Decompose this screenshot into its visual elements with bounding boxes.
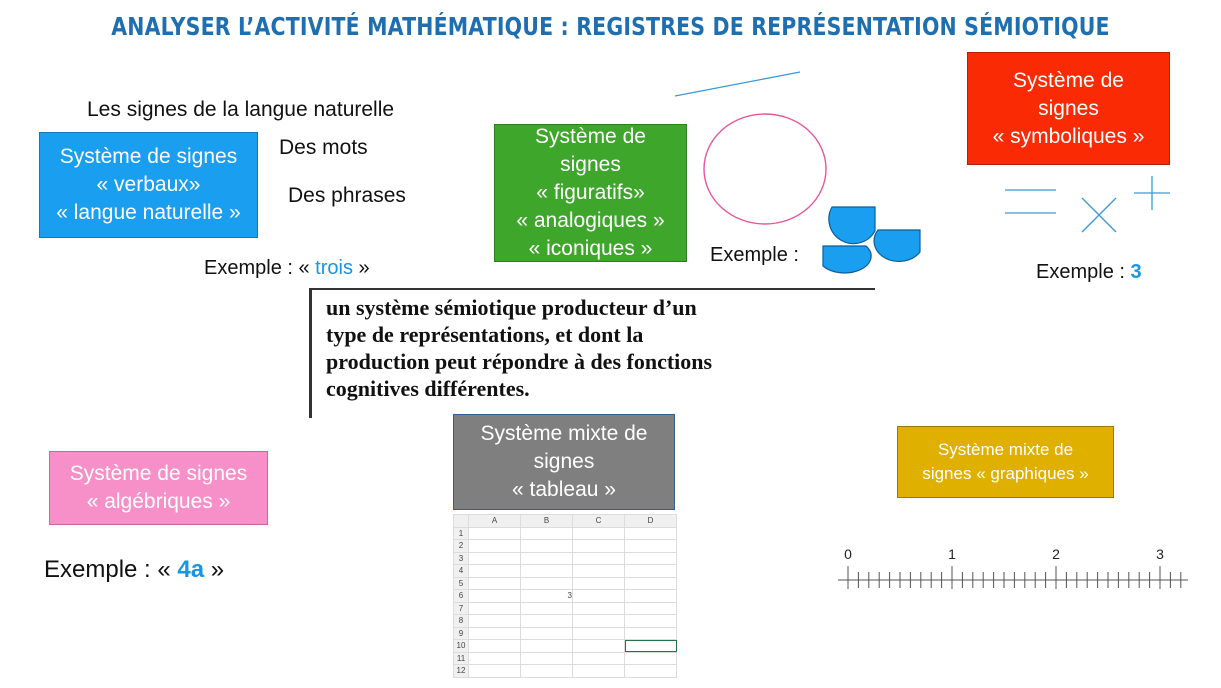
drop-shape	[829, 207, 875, 244]
sheet-cell	[521, 565, 573, 578]
sheet-row-header: 3	[454, 552, 469, 565]
sheet-row-header: 12	[454, 665, 469, 678]
algebraic-example-prefix: Exemple : «	[44, 556, 178, 583]
sheet-cell	[625, 665, 677, 678]
plus-icon	[1134, 176, 1170, 210]
symbolic-box-line: « symboliques »	[992, 124, 1145, 148]
sheet-cell	[469, 540, 521, 553]
sheet-cell	[469, 602, 521, 615]
graphic-system-box	[897, 426, 1114, 498]
sheet-column-header: C	[573, 515, 625, 528]
sheet-cell	[521, 577, 573, 590]
sheet-column-header: B	[521, 515, 573, 528]
graphic-box-line: Système mixte de	[937, 440, 1074, 459]
number-line-label: 3	[1156, 546, 1164, 562]
number-line-label: 1	[948, 546, 956, 562]
symbolic-box-line: signes	[1038, 96, 1099, 120]
sheet-cell	[521, 640, 573, 653]
symbolic-example-value: 3	[1130, 261, 1142, 283]
sheet-cell	[625, 615, 677, 628]
quote-line: cognitives différentes.	[326, 376, 530, 401]
definition-quote	[309, 288, 875, 418]
sheet-cell	[573, 552, 625, 565]
sheet-cell	[625, 565, 677, 578]
algebraic-example	[44, 556, 224, 584]
sheet-row-header: 11	[454, 652, 469, 665]
quote-line: production peut répondre à des fonctions	[326, 349, 713, 374]
sheet-cell	[469, 615, 521, 628]
figurative-system-box	[494, 124, 687, 262]
sheet-cell	[573, 540, 625, 553]
number-line-figure	[836, 540, 1194, 600]
sheet-row-header: 5	[454, 577, 469, 590]
symbolic-example	[1036, 261, 1142, 284]
page-title: ANALYSER L’ACTIVITÉ MATHÉMATIQUE : REGISTRES DE REPRÉSENTATION SÉMIOTIQUE	[111, 12, 1110, 41]
sheet-cell	[521, 552, 573, 565]
verbal-box-line: « verbaux»	[96, 173, 201, 196]
algebraic-box-line: « algébriques »	[86, 490, 231, 513]
sheet-cell	[521, 527, 573, 540]
sheet-cell	[573, 652, 625, 665]
algebraic-system-box	[49, 451, 268, 525]
table-system-box	[453, 414, 675, 510]
figurative-box-line: « analogiques »	[516, 209, 665, 232]
sheet-row-header: 1	[454, 527, 469, 540]
algebraic-example-value: 4a	[177, 556, 205, 583]
figurative-box-line: signes	[560, 153, 621, 176]
sheet-cell: 3	[521, 590, 573, 603]
sheet-cell	[625, 602, 677, 615]
spreadsheet-grid	[453, 514, 677, 678]
sheet-row-header: 10	[454, 640, 469, 653]
sheet-cell	[469, 590, 521, 603]
figurative-example-label: Exemple :	[710, 244, 799, 266]
math-symbols-figure	[1000, 174, 1180, 236]
sheet-row-header: 4	[454, 565, 469, 578]
verbal-example-suffix: »	[352, 257, 370, 279]
sheet-row-header: 7	[454, 602, 469, 615]
sheet-cell	[625, 552, 677, 565]
words-label: Des mots	[279, 136, 368, 159]
verbal-example-value: trois	[315, 257, 353, 279]
sheet-cell	[573, 602, 625, 615]
sheet-cell	[469, 527, 521, 540]
symbolic-example-prefix: Exemple :	[1036, 261, 1131, 283]
sheet-cell	[625, 527, 677, 540]
sheet-cell	[521, 540, 573, 553]
sheet-cell	[625, 627, 677, 640]
sheet-column-header: A	[469, 515, 521, 528]
drop-shape	[823, 246, 871, 273]
spreadsheet-figure	[453, 514, 685, 684]
number-line-label: 2	[1052, 546, 1060, 562]
table-box-line: signes	[533, 450, 595, 473]
sheet-row-header: 2	[454, 540, 469, 553]
figurative-box-line: « figuratifs»	[536, 181, 645, 204]
verbal-box-line: Système de signes	[59, 145, 238, 168]
quote-line: un système sémiotique producteur d’un	[326, 295, 697, 320]
circle-figure	[700, 110, 832, 230]
table-box-line: Système mixte de	[480, 422, 648, 445]
quote-line: type de représentations, et dont la	[326, 322, 644, 347]
sheet-cell	[625, 590, 677, 603]
sheet-cell	[469, 627, 521, 640]
table-box-line: « tableau »	[512, 478, 616, 501]
sheet-cell	[469, 552, 521, 565]
slanted-line-figure	[670, 66, 810, 102]
algebraic-example-suffix: »	[204, 556, 225, 583]
sheet-cell	[469, 565, 521, 578]
drop-shapes-figure	[818, 200, 926, 284]
figurative-box-line: « iconiques »	[528, 237, 653, 260]
sheet-cell	[469, 652, 521, 665]
verbal-example-prefix: Exemple : «	[204, 257, 316, 279]
sheet-cell	[469, 640, 521, 653]
sheet-row-header: 9	[454, 627, 469, 640]
phrases-label: Des phrases	[288, 184, 406, 207]
multiply-icon	[1082, 198, 1116, 232]
symbolic-system-box	[967, 52, 1170, 165]
sheet-cell	[521, 627, 573, 640]
sheet-cell	[625, 577, 677, 590]
symbolic-box-line: Système de	[1013, 68, 1124, 92]
number-line-label: 0	[844, 546, 852, 562]
sheet-cell	[521, 665, 573, 678]
verbal-box-line: « langue naturelle »	[56, 201, 241, 224]
verbal-example	[204, 257, 370, 280]
sheet-cell	[625, 640, 677, 653]
sheet-cell	[573, 590, 625, 603]
sheet-cell	[469, 665, 521, 678]
equals-icon	[1005, 190, 1056, 213]
sheet-cell	[469, 577, 521, 590]
sheet-cell	[573, 627, 625, 640]
sheet-corner	[454, 515, 469, 528]
sheet-cell	[521, 615, 573, 628]
sheet-cell	[573, 665, 625, 678]
sheet-column-header: D	[625, 515, 677, 528]
sheet-cell	[573, 527, 625, 540]
algebraic-box-line: Système de signes	[69, 462, 248, 485]
drop-shape	[874, 230, 920, 261]
sheet-cell	[625, 652, 677, 665]
natural-language-heading: Les signes de la langue naturelle	[87, 98, 395, 121]
graphic-box-line: signes « graphiques »	[922, 464, 1089, 483]
sheet-row-header: 6	[454, 590, 469, 603]
sheet-cell	[573, 640, 625, 653]
sheet-cell	[573, 615, 625, 628]
sheet-row-header: 8	[454, 615, 469, 628]
verbal-system-box	[39, 132, 258, 238]
sheet-cell	[573, 565, 625, 578]
sheet-cell	[521, 652, 573, 665]
figurative-box-line: Système de	[535, 125, 646, 148]
sheet-cell	[625, 540, 677, 553]
sheet-cell	[521, 602, 573, 615]
sheet-cell	[573, 577, 625, 590]
